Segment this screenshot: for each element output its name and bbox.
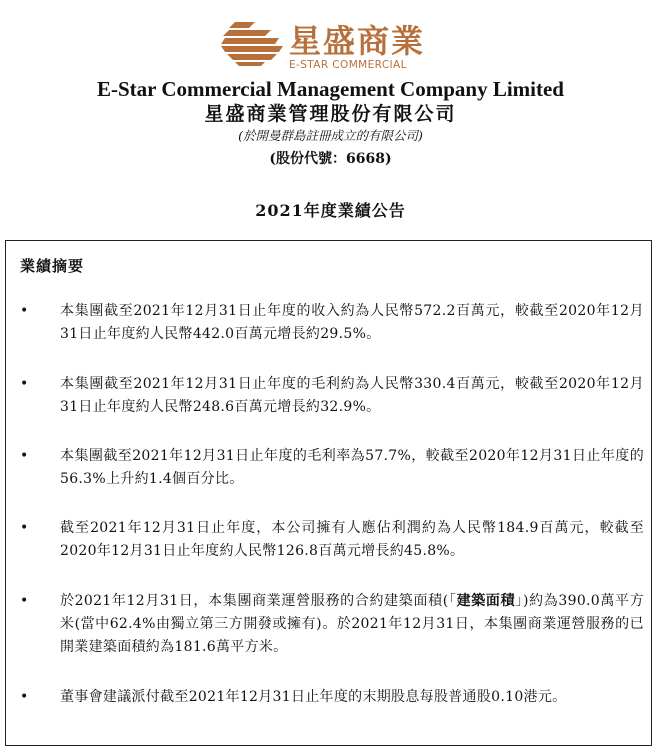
bullet-icon: • — [20, 593, 29, 609]
bullet-icon: • — [20, 448, 29, 464]
logo-name-cn: 星盛商業 — [289, 22, 426, 60]
highlight-text: 本集團截至2021年12月31日止年度的毛利率為57.7%，較截至2020年12月31日止年度的56.3%上升約1.4個百分比。 — [60, 448, 644, 487]
incorporation-note: (於開曼群島註冊成立的有限公司) — [238, 128, 423, 143]
bullet-icon: • — [20, 303, 29, 319]
highlight-text: 董事會建議派付截至2021年12月31日止年度的末期股息每股普通股0.10港元。 — [60, 689, 567, 705]
highlight-text-bold-term: 建築面積 — [456, 593, 516, 609]
company-name-en: E-Star Commercial Management Company Limited — [96, 77, 564, 101]
company-name-cn: 星盛商業管理股份有限公司 — [204, 103, 457, 125]
logo-name-en: E-STAR COMMERCIAL — [289, 59, 407, 71]
highlight-text: 本集團截至2021年12月31日止年度的收入約為人民幣572.2百萬元，較截至2020年12月31日止年度約人民幣442.0百萬元增長約29.5%。 — [60, 303, 644, 342]
highlight-text — [60, 590, 644, 659]
highlight-text: 截至2021年12月31日止年度，本公司擁有人應佔利潤約為人民幣184.9百萬元，較截至2020年12月31日止年度約人民幣126.8百萬元增長約45.8%。 — [60, 520, 644, 559]
company-logo — [0, 10, 661, 72]
highlight-text: 本集團截至2021年12月31日止年度的毛利約為人民幣330.4百萬元，較截至2020年12月31日止年度約人民幣248.6百萬元增長約32.9%。 — [60, 376, 644, 415]
bullet-icon: • — [20, 689, 29, 705]
stock-code: (股份代號：6668) — [269, 151, 392, 167]
highlights-heading: 業績摘要 — [20, 257, 85, 275]
bullet-icon: • — [20, 520, 29, 536]
results-highlights-box — [5, 240, 652, 746]
announcement-title: 2021年度業績公告 — [255, 201, 406, 220]
company-logo-mark-icon — [221, 22, 283, 66]
highlight-text-part: 」)約為390.0萬平方米(當中62.4%由獨立第三方開發或擁有)。於2021年12月31日，本集團商業運營服務的已開業建築面積約為181.6萬平方米。 — [60, 593, 644, 655]
bullet-icon: • — [20, 376, 29, 392]
highlight-text-part: 於2021年12月31日，本集團商業運營服務的合約建築面積(「 — [60, 593, 457, 609]
